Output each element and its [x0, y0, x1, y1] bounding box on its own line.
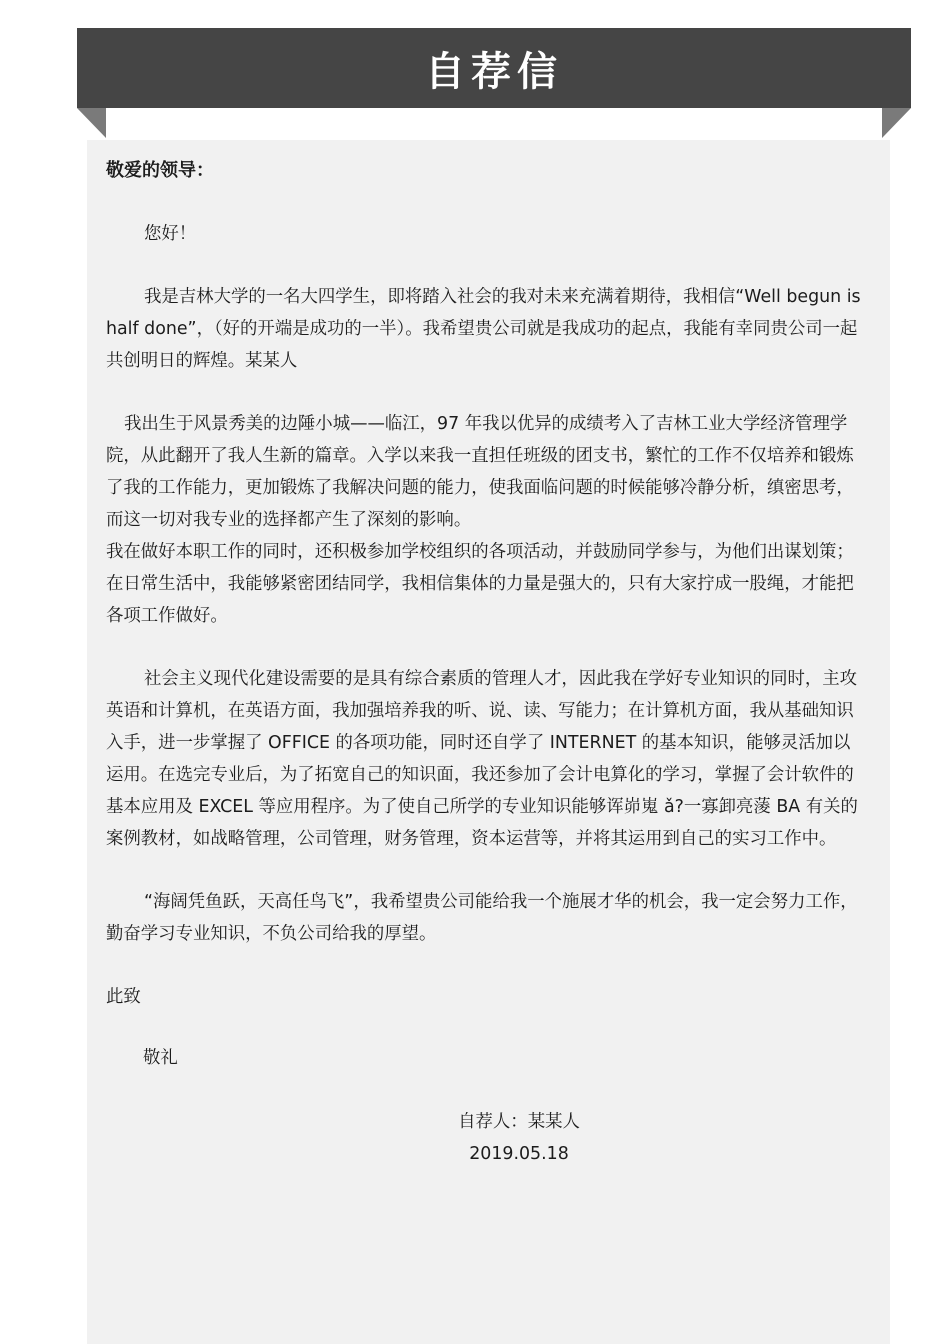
date: 2019.05.18 [469, 1144, 569, 1164]
salutation: 敬爱的领导： [106, 160, 214, 181]
header-banner [77, 28, 911, 108]
paragraph-activities: 我在做好本职工作的同时，还积极参加学校组织的各项活动，并鼓励同学参与，为他们出谋划策；在日常生活中，我能够紧密团结同学，我相信集体的力量是强大的，只有大家拧成一股绳，才能把各项工作做好。 [106, 542, 854, 626]
page-title: 自荐信 [425, 48, 563, 95]
paragraph-skills: 社会主义现代化建设需要的是具有综合素质的管理人才，因此我在学好专业知识的同时，主攻英语和计算机，在英语方面，我加强培养我的听、说、读、写能力；在计算机方面，我从基础知识入手，进一步掌握了 OFFICE 的各项功能，同时还自学了 INTERNET 的基本知识，能够灵活加以运用。在选完专业后，为了拓宽自己的知识面，我还参加了会计电算化的学习，掌握了会计软件的基本应用及 EXCEL 等应用程序。为了使自己所学的专业知识能够诨峁嵬 ǎ?一寡卸亮蔆 BA 有关的案例教材，如战略管理，公司管理，财务管理，资本运营等，并将其运用到自己的实习工作中。 [106, 669, 858, 849]
banner-fold-right [882, 108, 911, 138]
paragraph-intro: 我是吉林大学的一名大四学生，即将踏入社会的我对未来充满着期待，我相信“Well begun is half done”，（好的开端是成功的一半）。我希望贵公司就是我成功的起点，我能有幸同贵公司一起共创明日的辉煌。某某人 [106, 287, 861, 371]
signature: 自荐人：某某人 [458, 1112, 580, 1132]
regards: 敬礼 [143, 1048, 178, 1068]
banner-fold-left [77, 108, 106, 138]
signature-block [106, 1106, 862, 1170]
greeting: 您好！ [144, 224, 197, 244]
letter-body [106, 155, 862, 1170]
closing: 此致 [106, 987, 141, 1007]
paragraph-background: 我出生于风景秀美的边陲小城——临江，97 年我以优异的成绩考入了吉林工业大学经济管理学院，从此翻开了我人生新的篇章。入学以来我一直担任班级的团支书，繁忙的工作不仅培养和锻炼了我的工作能力，更加锻炼了我解决问题的能力，使我面临问题的时候能够冷静分析，缜密思考，而这一切对我专业的选择都产生了深刻的影响。 [106, 414, 854, 530]
paragraph-aspiration: “海阔凭鱼跃，天高任鸟飞”，我希望贵公司能给我一个施展才华的机会，我一定会努力工作，勤奋学习专业知识，不负公司给我的厚望。 [106, 892, 858, 944]
